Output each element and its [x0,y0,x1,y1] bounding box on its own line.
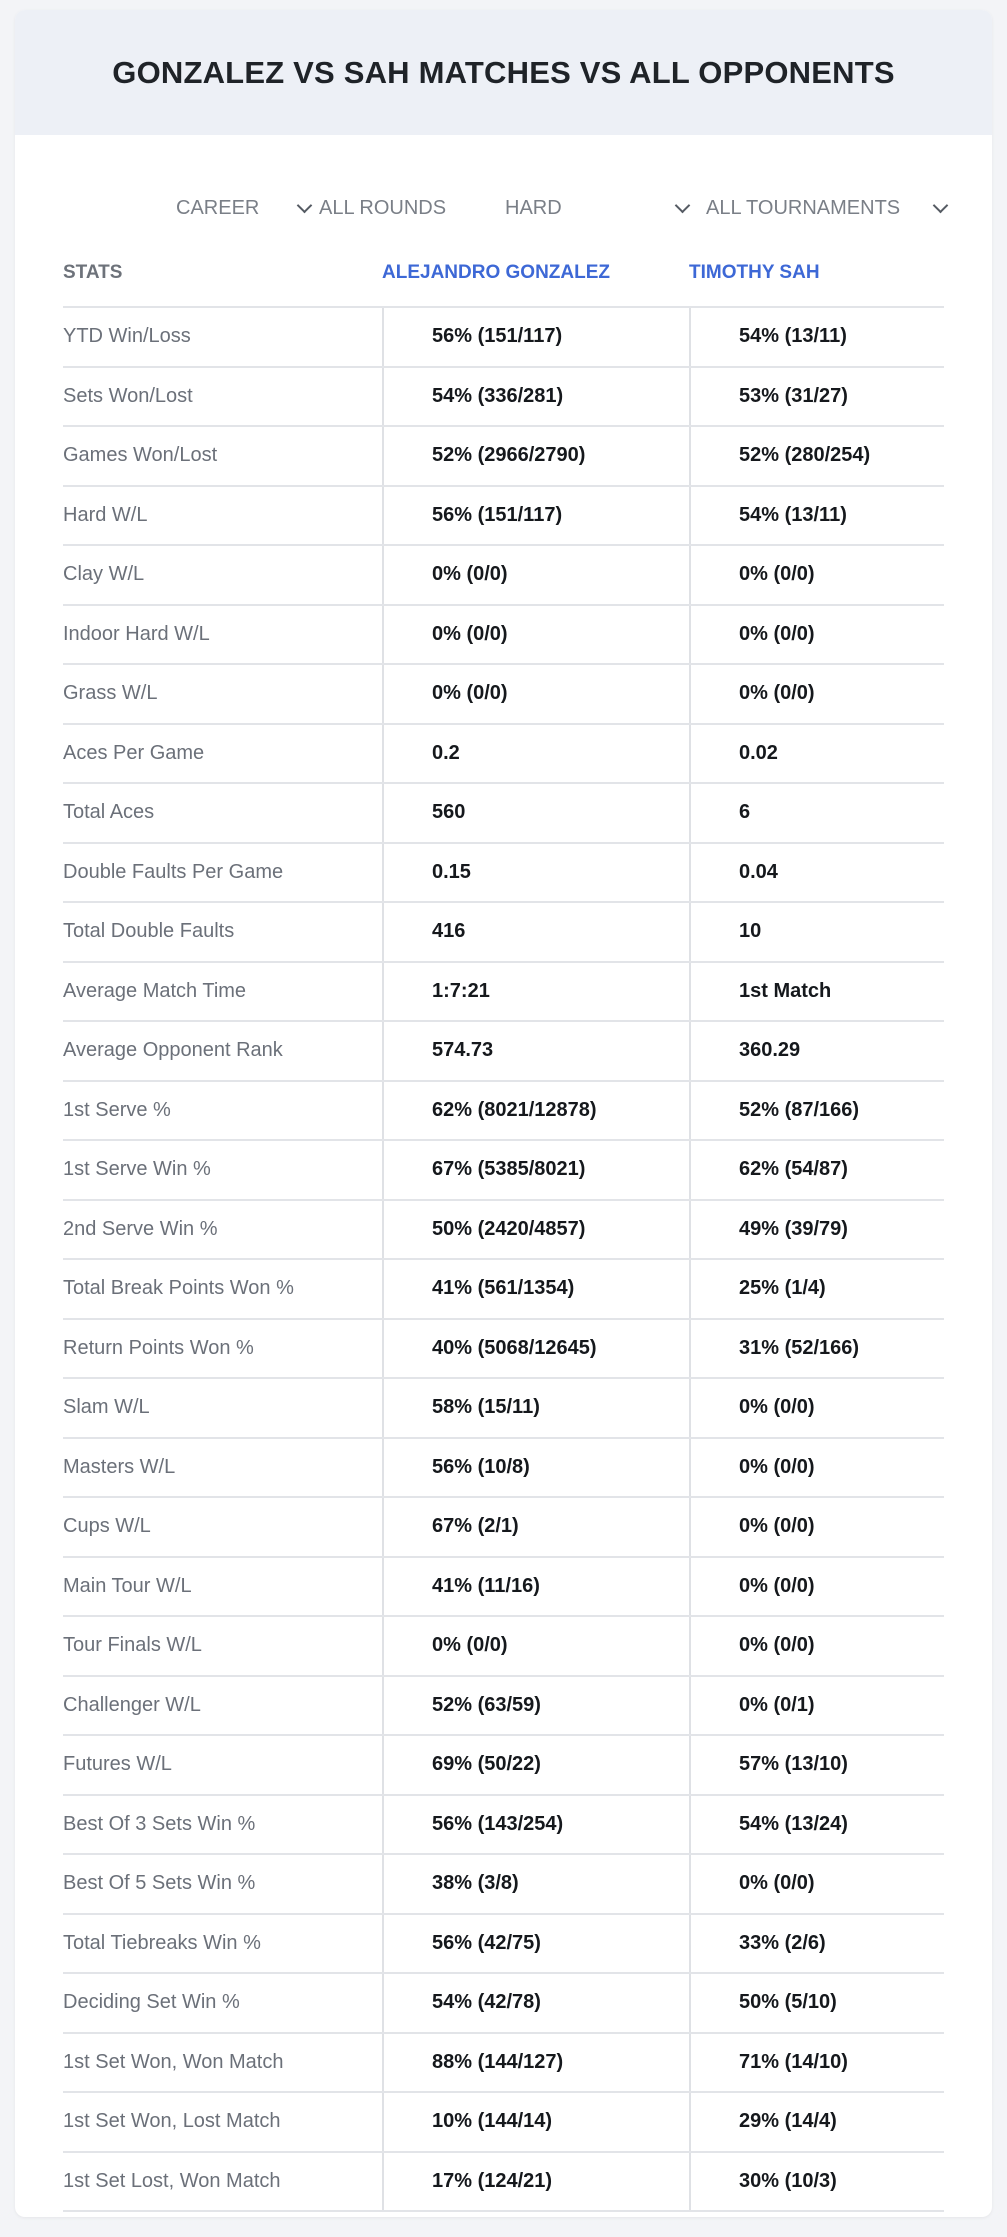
table-row [63,1855,944,1915]
player2-value: 57% (13/10) [689,1736,944,1794]
player2-value: 0.02 [689,725,944,783]
filter-bar [15,182,992,234]
player1-value: 1:7:21 [382,963,689,1021]
player2-value: 360.29 [689,1022,944,1080]
player1-value: 0.15 [382,844,689,902]
table-row [63,1022,944,1082]
card-header [15,10,992,135]
chevron-down-icon [933,197,949,213]
player2-value: 54% (13/24) [689,1796,944,1854]
player1-value: 0% (0/0) [382,665,689,723]
table-row [63,1379,944,1439]
player1-value: 54% (42/78) [382,1974,689,2032]
player2-value: 0% (0/0) [689,1617,944,1675]
player2-value: 52% (87/166) [689,1082,944,1140]
player2-value: 0% (0/0) [689,546,944,604]
player2-value: 0.04 [689,844,944,902]
period-select[interactable] [176,182,314,234]
stat-label: Slam W/L [63,1396,150,1419]
player2-value: 52% (280/254) [689,427,944,485]
stat-label: Masters W/L [63,1455,176,1478]
table-row [63,665,944,725]
column-header-player1[interactable]: ALEJANDRO GONZALEZ [382,261,610,283]
player1-value: 0% (0/0) [382,546,689,604]
player2-value: 0% (0/0) [689,1498,944,1556]
player2-value: 49% (39/79) [689,1201,944,1259]
table-row [63,903,944,963]
player1-value: 54% (336/281) [382,368,689,426]
stat-label: Main Tour W/L [63,1574,192,1597]
table-row [63,1260,944,1320]
player2-value: 31% (52/166) [689,1320,944,1378]
stat-label: YTD Win/Loss [63,325,191,348]
table-row [63,1974,944,2034]
player1-value: 62% (8021/12878) [382,1082,689,1140]
stat-label: Double Faults Per Game [63,860,284,883]
chevron-down-icon [675,197,691,213]
stat-label: Average Match Time [63,979,247,1002]
table-row [63,606,944,666]
table-row [63,725,944,785]
column-header-player2[interactable]: TIMOTHY SAH [689,261,820,283]
stat-label: Total Aces [63,801,155,824]
table-row [63,963,944,1023]
table-row [63,2153,944,2213]
chevron-down-icon [297,197,313,213]
player2-value: 0% (0/0) [689,606,944,664]
player1-value: 56% (143/254) [382,1796,689,1854]
player2-value: 1st Match [689,963,944,1021]
player1-value: 52% (63/59) [382,1677,689,1735]
player1-value: 58% (15/11) [382,1379,689,1437]
player2-value: 6 [689,784,944,842]
player1-value: 52% (2966/2790) [382,427,689,485]
player2-value: 0% (0/1) [689,1677,944,1735]
player1-value: 67% (5385/8021) [382,1141,689,1199]
stat-label: Deciding Set Win % [63,1991,240,2014]
stat-label: 1st Set Lost, Won Match [63,2169,281,2192]
stat-label: Challenger W/L [63,1693,201,1716]
player1-value: 88% (144/127) [382,2034,689,2092]
table-row [63,2093,944,2153]
stats-table-body [63,306,944,2212]
stat-label: Clay W/L [63,563,145,586]
player2-value: 54% (13/11) [689,308,944,366]
table-row [63,1796,944,1856]
player2-value: 33% (2/6) [689,1915,944,1973]
table-row [63,487,944,547]
table-row [63,308,944,368]
table-row [63,1915,944,1975]
player2-value: 0% (0/0) [689,1855,944,1913]
player1-value: 0% (0/0) [382,1617,689,1675]
table-row [63,1617,944,1677]
stat-label: Best Of 5 Sets Win % [63,1872,256,1895]
tournaments-select[interactable] [706,182,950,234]
stat-label: Average Opponent Rank [63,1039,283,1062]
player1-value: 10% (144/14) [382,2093,689,2151]
table-row [63,1498,944,1558]
stat-label: 2nd Serve Win % [63,1217,218,1240]
stat-label: Futures W/L [63,1753,172,1776]
table-row [63,1439,944,1499]
table-row [63,844,944,904]
stat-label: Aces Per Game [63,741,205,764]
player1-value: 17% (124/21) [382,2153,689,2211]
surface-select[interactable] [505,182,692,234]
stat-label: Games Won/Lost [63,444,218,467]
player2-value: 0% (0/0) [689,1558,944,1616]
rounds-select[interactable] [319,182,469,234]
player2-value: 53% (31/27) [689,368,944,426]
stat-label: 1st Set Won, Lost Match [63,2110,281,2133]
tournaments-select-value: ALL TOURNAMENTS [706,196,901,219]
player1-value: 56% (42/75) [382,1915,689,1973]
player1-value: 41% (11/16) [382,1558,689,1616]
stat-label: Total Tiebreaks Win % [63,1931,261,1954]
stat-label: Total Double Faults [63,920,235,943]
player1-value: 560 [382,784,689,842]
stat-label: Sets Won/Lost [63,384,193,407]
period-select-value: CAREER [176,196,260,219]
player2-value: 0% (0/0) [689,1439,944,1497]
table-row [63,1201,944,1261]
stat-label: Indoor Hard W/L [63,622,210,645]
player1-value: 69% (50/22) [382,1736,689,1794]
stats-card [15,10,992,2217]
stat-label: Best Of 3 Sets Win % [63,1812,256,1835]
column-header-stats: STATS [63,261,123,283]
player1-value: 56% (10/8) [382,1439,689,1497]
player2-value: 30% (10/3) [689,2153,944,2211]
player1-value: 0% (0/0) [382,606,689,664]
stat-label: 1st Set Won, Won Match [63,2050,284,2073]
player2-value: 10 [689,903,944,961]
table-row [63,427,944,487]
stat-label: Cups W/L [63,1515,151,1538]
player1-value: 50% (2420/4857) [382,1201,689,1259]
table-row [63,1320,944,1380]
surface-select-value: HARD [505,196,562,219]
table-row [63,1677,944,1737]
player2-value: 50% (5/10) [689,1974,944,2032]
stat-label: Return Points Won % [63,1336,254,1359]
table-header [63,245,944,315]
table-row [63,784,944,844]
player2-value: 0% (0/0) [689,1379,944,1437]
table-row [63,546,944,606]
player1-value: 40% (5068/12645) [382,1320,689,1378]
player1-value: 67% (2/1) [382,1498,689,1556]
player2-value: 71% (14/10) [689,2034,944,2092]
player2-value: 54% (13/11) [689,487,944,545]
table-row [63,1558,944,1618]
player2-value: 62% (54/87) [689,1141,944,1199]
page-title: GONZALEZ VS SAH MATCHES VS ALL OPPONENTS [112,54,895,90]
table-row [63,1141,944,1201]
table-row [63,2034,944,2094]
player1-value: 56% (151/117) [382,487,689,545]
stat-label: Grass W/L [63,682,158,705]
stat-label: 1st Serve % [63,1098,171,1121]
player2-value: 0% (0/0) [689,665,944,723]
player1-value: 41% (561/1354) [382,1260,689,1318]
table-row [63,1736,944,1796]
stat-label: Hard W/L [63,503,148,526]
rounds-select-value: ALL ROUNDS [319,196,447,219]
table-row [63,1082,944,1142]
player1-value: 0.2 [382,725,689,783]
player2-value: 25% (1/4) [689,1260,944,1318]
table-row [63,368,944,428]
player1-value: 56% (151/117) [382,308,689,366]
player1-value: 416 [382,903,689,961]
player2-value: 29% (14/4) [689,2093,944,2151]
player1-value: 38% (3/8) [382,1855,689,1913]
player1-value: 574.73 [382,1022,689,1080]
stat-label: Total Break Points Won % [63,1277,294,1300]
stat-label: Tour Finals W/L [63,1634,202,1657]
stat-label: 1st Serve Win % [63,1158,211,1181]
